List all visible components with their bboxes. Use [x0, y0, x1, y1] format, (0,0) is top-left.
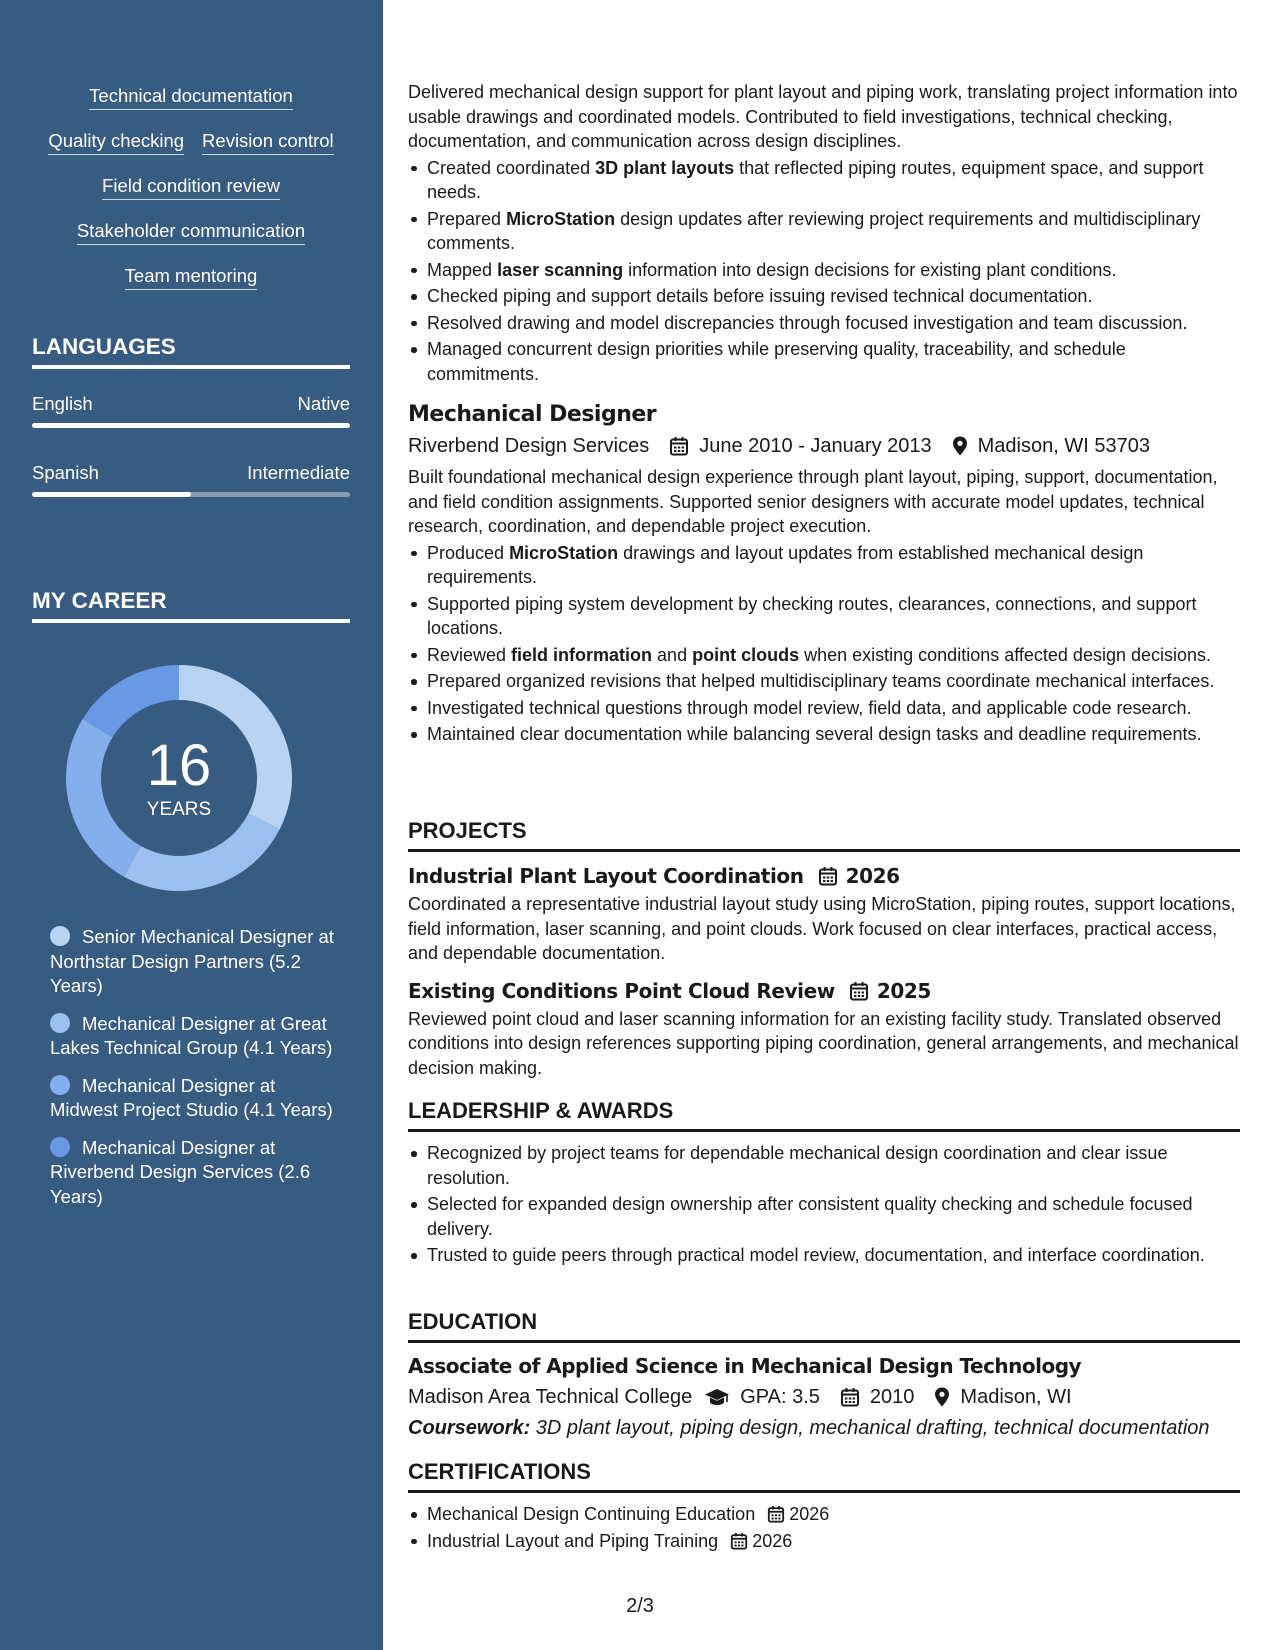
- bullet-item: [408, 337, 1240, 386]
- bullet-item: [408, 1192, 1240, 1241]
- bullet-item: [408, 156, 1240, 205]
- bullet-keyword: point clouds: [692, 644, 800, 665]
- project-description: Reviewed point cloud and laser scanning information for an existing facility study. Translated observed conditions into design references supporting piping coordination, general arrangements, and mechanical decision making.: [408, 1008, 1239, 1078]
- career-item-text: Mechanical Designer at Great Lakes Technical Group (4.1 Years): [50, 1012, 333, 1058]
- leadership-section: [408, 1098, 1240, 1270]
- language-proficiency-bar: [32, 423, 350, 428]
- bullet-text: that reflected piping routes, equipment space, and support needs.: [427, 157, 1204, 202]
- certification-item: [408, 1529, 1240, 1554]
- calendar-icon: [818, 866, 838, 886]
- skill-row: [32, 176, 350, 221]
- bullet-item: [408, 696, 1240, 721]
- projects-section: [408, 818, 1240, 1080]
- location-pin-icon: [952, 436, 968, 456]
- bullet-keyword: MicroStation: [506, 208, 616, 229]
- bullet-text: Supported piping system development by checking routes, clearances, connections, and support locations.: [427, 593, 1197, 638]
- bullet-text: and: [652, 644, 693, 665]
- calendar-icon: [669, 436, 689, 456]
- bullet-text: Selected for expanded design ownership after consistent quality checking and schedule focused delivery.: [427, 1194, 1193, 1239]
- calendar-icon: [767, 1505, 785, 1523]
- school-location: Madison, WI: [960, 1386, 1072, 1408]
- certifications-list: [408, 1502, 1240, 1553]
- bullet-item: [408, 1141, 1240, 1190]
- bullet-keyword: 3D plant layouts: [595, 157, 735, 178]
- bullet-item: [408, 541, 1240, 590]
- graduation-year: 2010: [869, 1386, 915, 1408]
- career-legend-dot: [50, 1075, 70, 1095]
- leadership-heading: LEADERSHIP & AWARDS: [408, 1098, 1240, 1132]
- language-english: [32, 394, 350, 428]
- project-year: 2025: [876, 978, 931, 1003]
- career-years-unit: YEARS: [146, 799, 212, 820]
- leadership-bullets: [408, 1141, 1240, 1268]
- school-name: Madison Area Technical College: [408, 1386, 693, 1408]
- sidebar: [0, 0, 383, 1650]
- career-legend-dot: [50, 926, 70, 946]
- project-title: [408, 863, 1240, 889]
- bullet-item: [408, 311, 1240, 336]
- project-item: [408, 863, 1240, 966]
- bullet-item: [408, 207, 1240, 256]
- bullet-text: Resolved drawing and model discrepancies through focused investigation and team discussion.: [427, 312, 1188, 333]
- career-item-text: Mechanical Designer at Midwest Project Studio (4.1 Years): [50, 1074, 333, 1120]
- project-title: [408, 978, 1240, 1004]
- education-heading: EDUCATION: [408, 1309, 1240, 1343]
- career-item: [50, 1136, 340, 1210]
- skill-tag: Quality checking: [48, 131, 184, 155]
- donut-slice: [124, 813, 280, 891]
- bullet-item: [408, 643, 1240, 668]
- language-level: Intermediate: [247, 462, 350, 483]
- job-title: Mechanical Designer: [408, 402, 657, 427]
- bullet-text: Maintained clear documentation while balancing several design tasks and deadline requirements.: [427, 724, 1202, 744]
- bullet-item: [408, 722, 1240, 747]
- project-year: 2026: [845, 864, 900, 888]
- main-content: [408, 0, 1240, 1650]
- job-riverbend: [408, 402, 1240, 749]
- project-name: Existing Conditions Point Cloud Review: [408, 978, 835, 1003]
- project-name: Industrial Plant Layout Coordination: [408, 864, 804, 888]
- skill-tag: Technical documentation: [89, 86, 293, 110]
- skill-row: [32, 221, 350, 266]
- bullet-keyword: laser scanning: [497, 259, 624, 280]
- career-item: [50, 925, 340, 999]
- certification-name: Mechanical Design Continuing Education: [427, 1504, 756, 1524]
- career-legend-dot: [50, 1013, 70, 1033]
- career-list: [50, 925, 340, 1222]
- bullet-text: Trusted to guide peers through practical model review, documentation, and interface coordination.: [427, 1245, 1205, 1265]
- certification-name: Industrial Layout and Piping Training: [427, 1530, 719, 1551]
- bullet-keyword: field information: [511, 644, 653, 665]
- bullet-text: Created coordinated: [427, 157, 596, 178]
- bullet-text: Prepared organized revisions that helped multidisciplinary teams coordinate mechanical interfaces.: [427, 671, 1215, 691]
- bullet-text: when existing conditions affected design decisions.: [799, 644, 1212, 665]
- career-heading: MY CAREER: [32, 589, 350, 623]
- language-name: Spanish: [32, 462, 99, 483]
- languages-heading: LANGUAGES: [32, 335, 350, 369]
- certification-year: 2026: [752, 1530, 793, 1551]
- project-description: Coordinated a representative industrial layout study using MicroStation, piping routes, support locations, field information, laser scanning, and point clouds. Work focused on clear interfaces, practical access, and dependable documentation.: [408, 894, 1236, 963]
- bullet-item: [408, 669, 1240, 694]
- calendar-icon: [730, 1532, 748, 1550]
- skill-tag: Stakeholder communication: [77, 221, 305, 245]
- career-item: [50, 1074, 340, 1123]
- bullet-text: Checked piping and support details before issuing revised technical documentation.: [427, 286, 1093, 306]
- skill-row: [32, 131, 350, 176]
- job-meta: [408, 433, 1240, 459]
- certifications-section: [408, 1459, 1240, 1555]
- donut-slice: [83, 665, 179, 737]
- bullet-text: Mapped: [427, 259, 498, 280]
- career-item: [50, 1012, 340, 1061]
- skills-list: [32, 86, 350, 311]
- bullet-item: [408, 258, 1240, 283]
- job-bullets: [408, 541, 1240, 747]
- degree-title: Associate of Applied Science in Mechanical Design Technology: [408, 1354, 1082, 1378]
- skill-tag: Field condition review: [102, 176, 280, 200]
- job-summary: Built foundational mechanical design experience through plant layout, piping, support, documentation, and field condition assignments. Supported senior designers with accurate model updates, technical research, coordination, and dependable project execution.: [408, 467, 1218, 536]
- bullet-text: Prepared: [427, 208, 507, 229]
- skill-row: [32, 86, 350, 131]
- bullet-text: information into design decisions for existing plant conditions.: [623, 259, 1117, 280]
- career-item-text: Senior Mechanical Designer at Northstar Design Partners (5.2 Years): [50, 926, 334, 996]
- coursework-label: Coursework:: [408, 1417, 531, 1439]
- coursework: [408, 1415, 1240, 1441]
- calendar-icon: [849, 981, 869, 1001]
- career-years-number: 16: [146, 733, 212, 798]
- career-donut-chart: [66, 665, 292, 891]
- career-legend-dot: [50, 1137, 70, 1157]
- page-number: 2/3: [626, 1595, 654, 1617]
- certification-year: 2026: [789, 1504, 830, 1524]
- language-spanish: [32, 463, 350, 497]
- calendar-icon: [840, 1387, 860, 1407]
- project-item: [408, 978, 1240, 1081]
- bullet-text: design updates after reviewing project requirements and multidisciplinary comments.: [427, 208, 1201, 253]
- language-proficiency-bar: [32, 492, 350, 497]
- bullet-item: [408, 1243, 1240, 1268]
- certification-item: [408, 1502, 1240, 1527]
- job-previous: [408, 80, 1240, 388]
- job-summary: Delivered mechanical design support for plant layout and piping work, translating project information into usable drawings and coordinated models. Contributed to field investigations, technical checking, documentation, and communication across design disciplines.: [408, 82, 1238, 151]
- language-name: English: [32, 393, 93, 414]
- language-proficiency-fill: [32, 423, 350, 428]
- bullet-text: Investigated technical questions through model review, field data, and applicable code research.: [427, 697, 1192, 718]
- location-pin-icon: [934, 1387, 950, 1407]
- bullet-text: Reviewed: [427, 644, 512, 665]
- graduation-cap-icon: [704, 1387, 730, 1407]
- projects-heading: PROJECTS: [408, 818, 1240, 852]
- education-meta: [408, 1384, 1240, 1410]
- language-proficiency-fill: [32, 492, 191, 497]
- job-company: Riverbend Design Services: [408, 435, 650, 457]
- gpa: GPA: 3.5: [740, 1386, 820, 1408]
- skill-tag: Revision control: [202, 131, 334, 155]
- language-level: Native: [297, 393, 350, 414]
- bullet-keyword: MicroStation: [509, 542, 619, 563]
- bullet-item: [408, 284, 1240, 309]
- bullet-text: Recognized by project teams for dependable mechanical design coordination and clear issue resolution.: [427, 1143, 1168, 1188]
- education-section: [408, 1309, 1240, 1441]
- career-item-text: Mechanical Designer at Riverbend Design Services (2.6 Years): [50, 1136, 311, 1207]
- job-location: Madison, WI 53703: [977, 435, 1150, 457]
- certifications-heading: CERTIFICATIONS: [408, 1459, 1240, 1493]
- skill-row: [32, 266, 350, 311]
- job-bullets: [408, 156, 1240, 387]
- skill-tag: Team mentoring: [125, 266, 258, 290]
- bullet-item: [408, 592, 1240, 641]
- bullet-text: drawings and layout updates from established mechanical design requirements.: [427, 542, 1144, 587]
- bullet-text: Managed concurrent design priorities while preserving quality, traceability, and schedule commitments.: [427, 339, 1126, 384]
- job-dates: June 2010 - January 2013: [699, 435, 932, 457]
- coursework-list: 3D plant layout, piping design, mechanical drafting, technical documentation: [530, 1417, 1210, 1439]
- bullet-text: Produced: [427, 542, 510, 563]
